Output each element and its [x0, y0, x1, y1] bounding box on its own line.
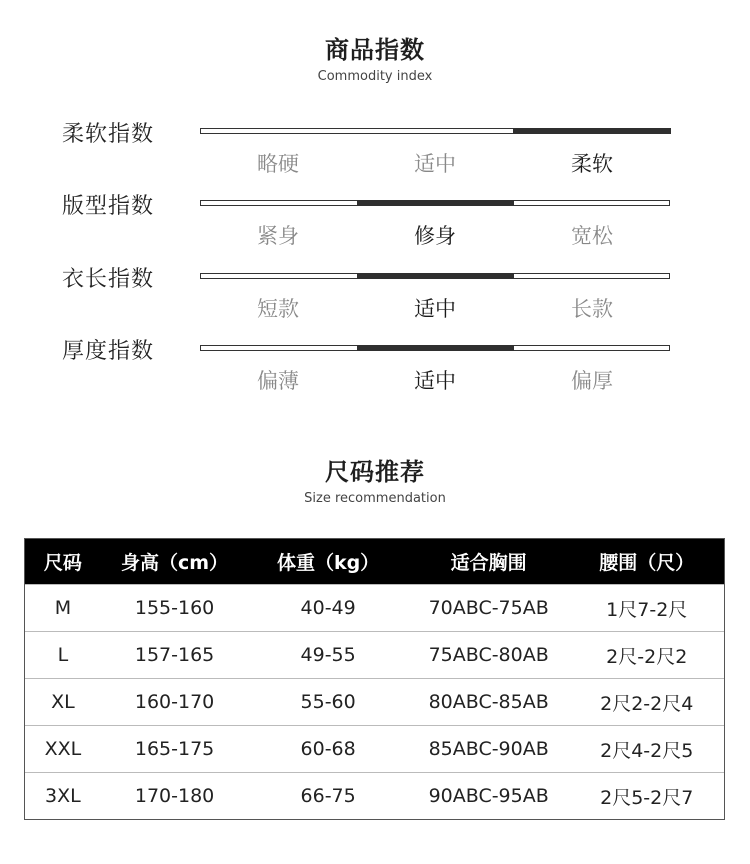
commodity-index-title: [0, 30, 750, 84]
index-option: 长款: [571, 297, 613, 321]
table-cell: XL: [51, 691, 75, 713]
table-cell: 2尺-2尺2: [606, 645, 688, 668]
index-bar: [200, 273, 670, 279]
header-cell: 适合胸围: [450, 552, 527, 574]
index-bar-fill: [357, 273, 515, 279]
table-cell: 160-170: [134, 691, 215, 713]
table-cell: 2尺4-2尺5: [600, 739, 694, 762]
table-cell: 80ABC-85AB: [428, 691, 549, 713]
index-bar-fill: [357, 345, 515, 351]
size-recommendation-title: [0, 452, 750, 506]
size-table: [24, 538, 725, 820]
header-cell: 身高（cm）: [121, 552, 229, 574]
index-bar-fill: [513, 128, 671, 134]
index-label: 厚度指数: [62, 339, 155, 364]
table-cell: 155-160: [134, 597, 215, 619]
index-bar: [200, 345, 670, 351]
index-label: 衣长指数: [62, 267, 155, 292]
table-cell: 2尺5-2尺7: [600, 786, 694, 809]
index-option: 偏厚: [571, 369, 613, 393]
table-cell: 157-165: [134, 644, 215, 666]
table-cell: 75ABC-80AB: [428, 644, 549, 666]
table-row: [25, 772, 724, 819]
index-option: 柔软: [571, 152, 613, 176]
index-option: 紧身: [257, 224, 299, 248]
table-cell: 85ABC-90AB: [428, 738, 549, 760]
table-row: [25, 584, 724, 631]
header-cell: 腰围（尺）: [599, 552, 695, 574]
index-row-thickness: [0, 339, 750, 417]
table-cell: 49-55: [300, 644, 356, 666]
header-cell: 尺码: [43, 552, 82, 574]
index-option: 适中: [414, 297, 456, 321]
size-recommendation-title-cn: 尺码推荐: [325, 458, 425, 486]
header-cell: 体重（kg）: [277, 552, 380, 574]
index-label: 版型指数: [62, 194, 155, 219]
index-option: 宽松: [571, 224, 613, 248]
table-cell: 2尺2-2尺4: [600, 692, 694, 715]
index-option: 短款: [257, 297, 299, 321]
index-option: 修身: [414, 224, 456, 248]
index-option: 适中: [414, 152, 456, 176]
index-label: 柔软指数: [62, 122, 155, 147]
table-cell: 1尺7-2尺: [606, 598, 688, 621]
table-cell: 170-180: [134, 785, 215, 807]
size-recommendation-title-en: Size recommendation: [304, 491, 446, 506]
table-cell: XXL: [44, 738, 82, 760]
index-bar-fill: [357, 200, 515, 206]
commodity-index-title-en: Commodity index: [317, 69, 433, 84]
table-cell: 3XL: [45, 785, 81, 807]
table-cell: M: [54, 597, 72, 619]
commodity-index-title-cn: 商品指数: [325, 36, 425, 64]
table-cell: 55-60: [300, 691, 356, 713]
table-row: [25, 631, 724, 678]
table-row: [25, 678, 724, 725]
table-cell: 66-75: [300, 785, 356, 807]
index-option: 偏薄: [257, 369, 299, 393]
table-cell: 60-68: [300, 738, 356, 760]
table-cell: 40-49: [300, 597, 356, 619]
index-bar: [200, 200, 670, 206]
table-cell: L: [57, 644, 69, 666]
index-option: 适中: [414, 369, 456, 393]
index-bar: [200, 128, 670, 134]
table-cell: 165-175: [134, 738, 215, 760]
table-cell: 90ABC-95AB: [428, 785, 549, 807]
table-row: [25, 725, 724, 772]
table-cell: 70ABC-75AB: [428, 597, 549, 619]
size-table-header: [25, 539, 724, 584]
index-option: 略硬: [257, 152, 299, 176]
